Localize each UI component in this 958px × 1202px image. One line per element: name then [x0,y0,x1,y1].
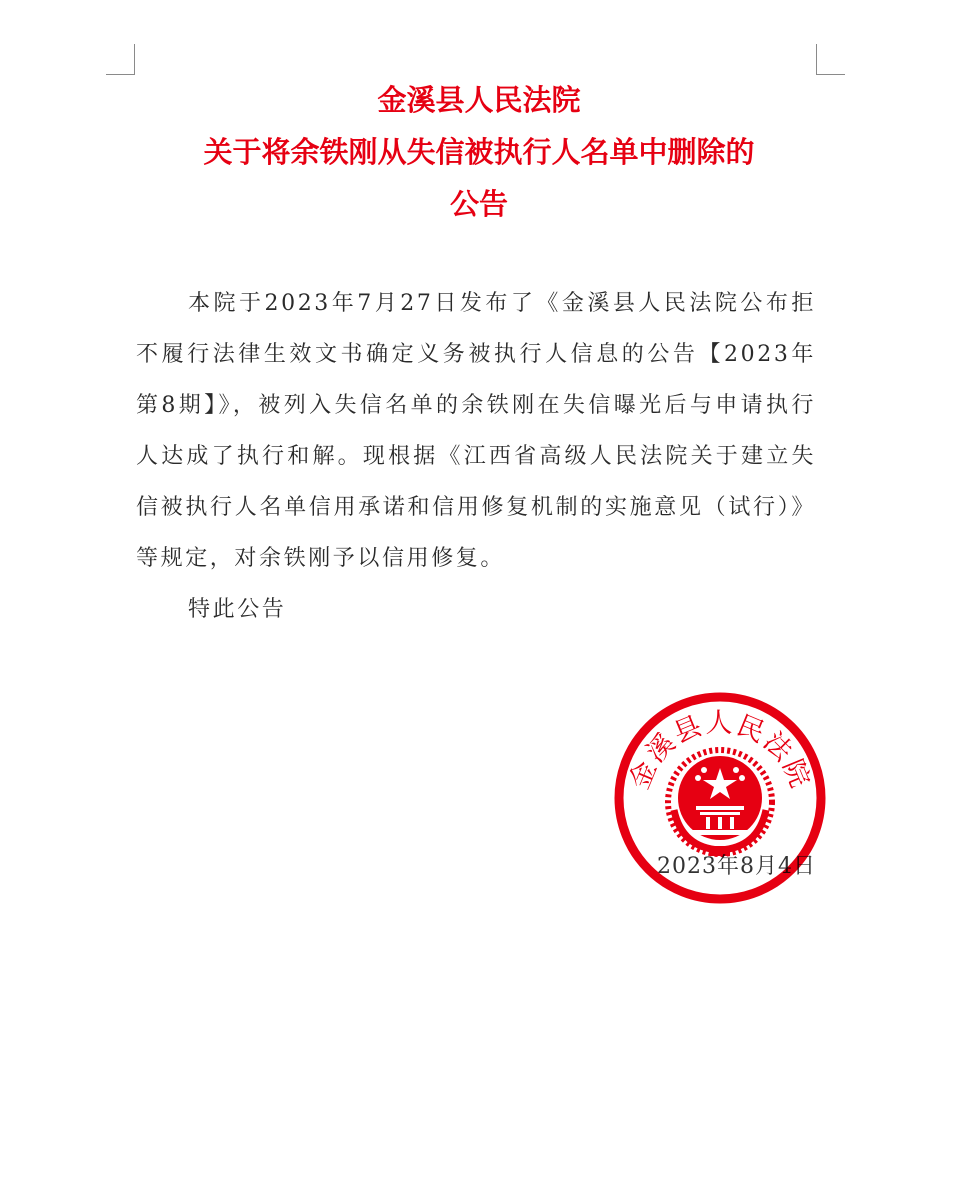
closing-text: 特此公告 [188,597,287,622]
crop-mark-top-left [106,44,135,75]
title-line-2: 关于将余铁刚从失信被执行人名单中删除的 [203,135,755,169]
crop-mark-top-right [816,44,845,75]
notice-body [136,278,816,635]
body-paragraph: 本院于2023年7月27日发布了《金溪县人民法院公布拒不履行法律生效文书确定义务被执行人信息的公告【2023年第8期】》，被列入失信名单的余铁刚在失信曝光后与申请执行人达成了执行和解。现根据《江西省高级人民法院关于建立失信被执行人名单信用承诺和信用修复机制的实施意见（试行）》等规定，对余铁刚予以信用修复。 [136,291,816,571]
title-line-1: 金溪县人民法院 [377,83,581,117]
title-line-3: 公告 [449,187,508,221]
national-emblem-icon [668,750,772,856]
notice-title [0,74,958,230]
notice-date: 2023年8月4日 [657,854,816,879]
seal-text: 金溪县人民法院 [623,708,817,794]
